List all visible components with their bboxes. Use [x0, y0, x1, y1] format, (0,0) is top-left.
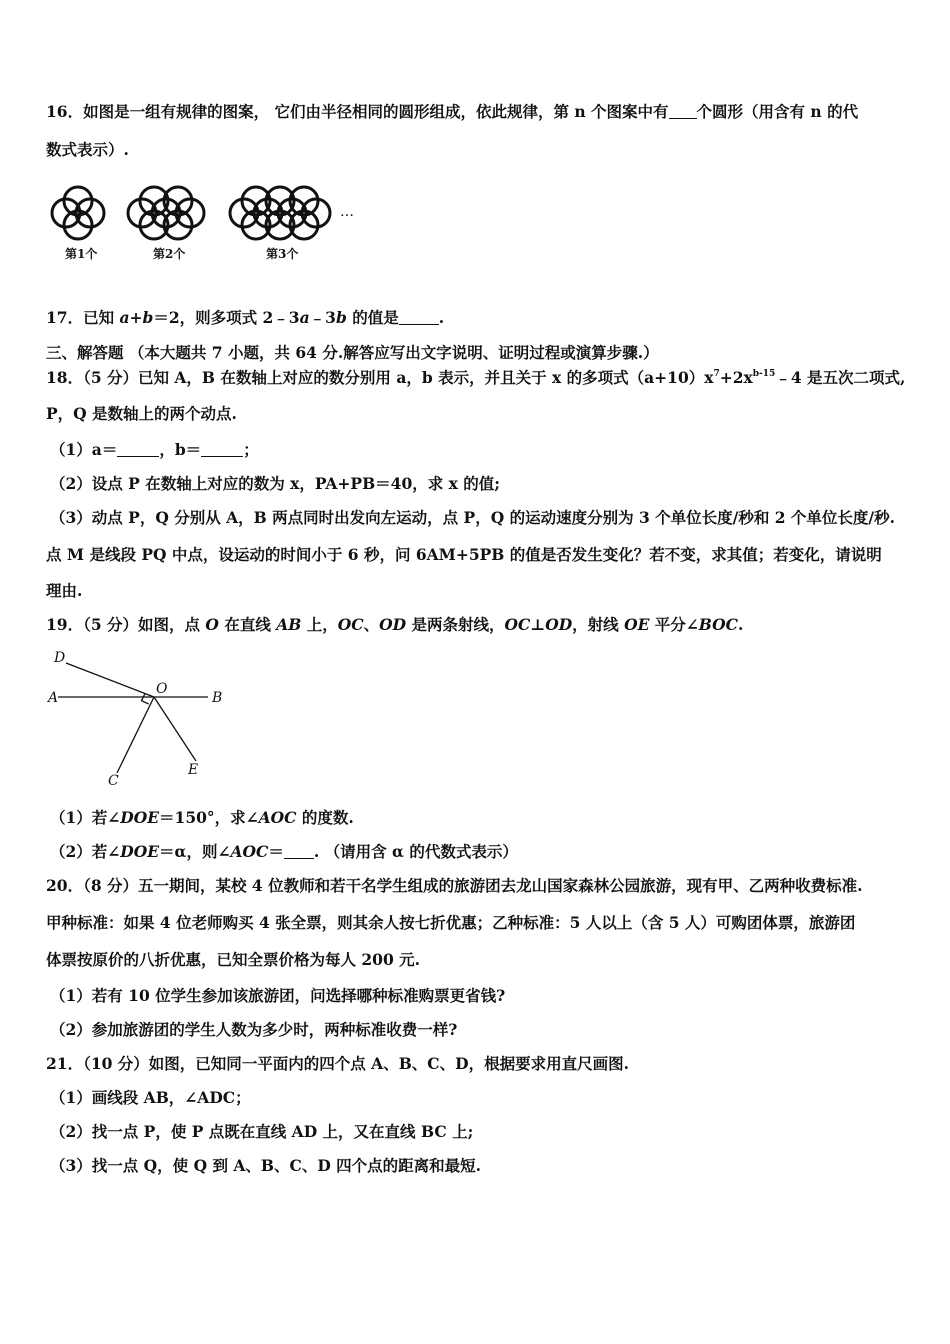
- ray-OC: [117, 697, 154, 773]
- q18-text-b: +2x: [719, 368, 753, 387]
- label-D: D: [54, 650, 66, 666]
- q20-part1: （1）若有 10 位学生参加该旅游团，问选择哪种标准购票更省钱?: [50, 986, 506, 1005]
- q18-part3-line1: （3）动点 P，Q 分别从 A，B 两点同时出发向左运动，点 P，Q 的运动速度分别为 3 个单位长度/秒和 2 个单位长度/秒.: [50, 508, 895, 527]
- q21-part2: （2）找一点 P，使 P 点既在直线 AD 上，又在直线 BC 上;: [50, 1122, 474, 1141]
- q19-p2-doe: DOE: [120, 842, 160, 861]
- q21-line1: 21．（10 分）如图，已知同一平面内的四个点 A、B、C、D，根据要求用直尺画图.: [46, 1054, 629, 1073]
- q17-line: [46, 308, 444, 328]
- q19-p1-doe: DOE: [120, 808, 160, 827]
- q19-e: 是两条射线，: [406, 615, 505, 634]
- q19-p2-b: ＝α，则∠: [159, 842, 231, 861]
- section-heading: 三、解答题 （本大题共 7 小题，共 64 分.解答应写出文字说明、证明过程或演算步骤.）: [46, 343, 659, 362]
- q18-line2: P，Q 是数轴上的两个动点.: [46, 404, 237, 423]
- q19-b: 在直线: [218, 615, 277, 634]
- pattern-ellipsis: …: [340, 204, 354, 220]
- q18-part3-line2: 点 M 是线段 PQ 中点，设运动的时间小于 6 秒，问 6AM+5PB 的值是否发生变化？若不变，求其值；若变化，请说明: [46, 545, 882, 564]
- q21-part1: （1）画线段 AB，∠ADC；: [50, 1088, 251, 1107]
- q19-BOC: BOC: [698, 615, 739, 634]
- pattern-label-3: 第3个: [266, 247, 299, 261]
- q17-end: .: [438, 308, 445, 327]
- q19-OCOD: OC⊥OD: [504, 615, 573, 634]
- q19-part1: [50, 808, 354, 828]
- q16-text-b: 个圆形（用含有 n 的代: [696, 102, 859, 121]
- q18-answer-blank-a: [117, 442, 159, 457]
- q18-part1: [50, 440, 259, 460]
- q17-mid: ＝2，则多项式 2﹣3: [153, 308, 300, 327]
- q19-part2: [50, 842, 518, 862]
- ray-OE: [154, 697, 196, 761]
- q17-expr: a+b: [119, 308, 154, 327]
- q18-line1: [46, 368, 905, 388]
- pattern-label-2: 第2个: [153, 247, 186, 261]
- q18-text-a: 18．（5 分）已知 A，B 在数轴上对应的数分别用 a，b 表示，并且关于 x 的多项式（a+10）x: [46, 368, 714, 387]
- q17-tail: 的值是: [346, 308, 399, 327]
- label-A: A: [48, 690, 59, 706]
- q19-p2-d: . （请用含 α 的代数式表示）: [313, 842, 518, 861]
- q21-part3: （3）找一点 Q，使 Q 到 A、B、C、D 四个点的距离和最短.: [50, 1156, 482, 1175]
- label-E: E: [188, 762, 199, 778]
- q18-part1-b: ，b＝: [159, 440, 202, 459]
- q19-OD: OD: [379, 615, 407, 634]
- circle-pattern-figure: [48, 180, 368, 270]
- q19-p1-a: （1）若∠: [50, 808, 121, 827]
- q20-line3: 体票按原价的八折优惠，已知全票价格为每人 200 元.: [46, 950, 421, 969]
- q20-part2: （2）参加旅游团的学生人数为多少时，两种标准收费一样?: [50, 1020, 458, 1039]
- label-C: C: [108, 773, 119, 789]
- q17-var-a: a: [299, 308, 310, 327]
- q19-line1: [46, 615, 743, 635]
- q18-answer-blank-b: [201, 442, 243, 457]
- q19-f: ，射线: [572, 615, 625, 634]
- q17-answer-blank: [399, 310, 439, 325]
- q19-p2-c: ＝: [268, 842, 284, 861]
- q20-line2: 甲种标准：如果 4 位老师购买 4 张全票，则其余人按七折优惠；乙种标准：5 人以上（含 5 人）可购团体票，旅游团: [46, 913, 856, 932]
- q17-num: 17．已知: [46, 308, 120, 327]
- q19-p1-aoc: AOC: [258, 808, 297, 827]
- pattern-label-1: 第1个: [65, 247, 98, 261]
- q19-p2-aoc: AOC: [230, 842, 269, 861]
- q19-p1-b: ＝150°，求∠: [159, 808, 259, 827]
- q19-OC: OC: [337, 615, 364, 634]
- q19-O: O: [205, 615, 219, 634]
- q18-exponent-2: b-15: [752, 369, 776, 379]
- q19-AB: AB: [276, 615, 302, 634]
- q18-text-c: ﹣4 是五次二项式,: [775, 368, 906, 387]
- q19-OE: OE: [624, 615, 650, 634]
- q19-h: .: [738, 615, 744, 634]
- q19-p1-c: 的度数.: [296, 808, 354, 827]
- q18-part1-a: （1）a＝: [50, 440, 118, 459]
- q16-line1: [46, 102, 858, 122]
- q19-g: 平分∠: [649, 615, 699, 634]
- q19-answer-blank: [284, 844, 314, 859]
- q16-text-a: 16．如图是一组有规律的图案， 它们由半径相同的圆形组成，依此规律，第 n 个图案中有: [46, 102, 669, 121]
- q18-exponent-1: 7: [713, 369, 720, 379]
- q18-part2: （2）设点 P 在数轴上对应的数为 x，PA+PB＝40，求 x 的值;: [50, 474, 500, 493]
- q18-part3-line3: 理由.: [46, 581, 83, 600]
- q19-p2-a: （2）若∠: [50, 842, 121, 861]
- q16-answer-blank: [669, 104, 697, 119]
- q19-d: 、: [363, 615, 380, 634]
- ray-OD: [66, 663, 154, 697]
- angle-figure: [44, 645, 244, 790]
- q19-c: 上，: [301, 615, 338, 634]
- label-O: O: [156, 681, 168, 697]
- q18-part1-c: ；: [243, 440, 259, 459]
- label-B: B: [212, 690, 223, 706]
- q16-line2: 数式表示）.: [46, 140, 129, 159]
- q20-line1: 20．（8 分）五一期间，某校 4 位教师和若干名学生组成的旅游团去龙山国家森林公园旅游，现有甲、乙两种收费标准.: [46, 876, 863, 895]
- q17-mid2: ﹣3: [309, 308, 336, 327]
- q17-var-b: b: [335, 308, 347, 327]
- q19-a: 19．（5 分）如图，点: [46, 615, 206, 634]
